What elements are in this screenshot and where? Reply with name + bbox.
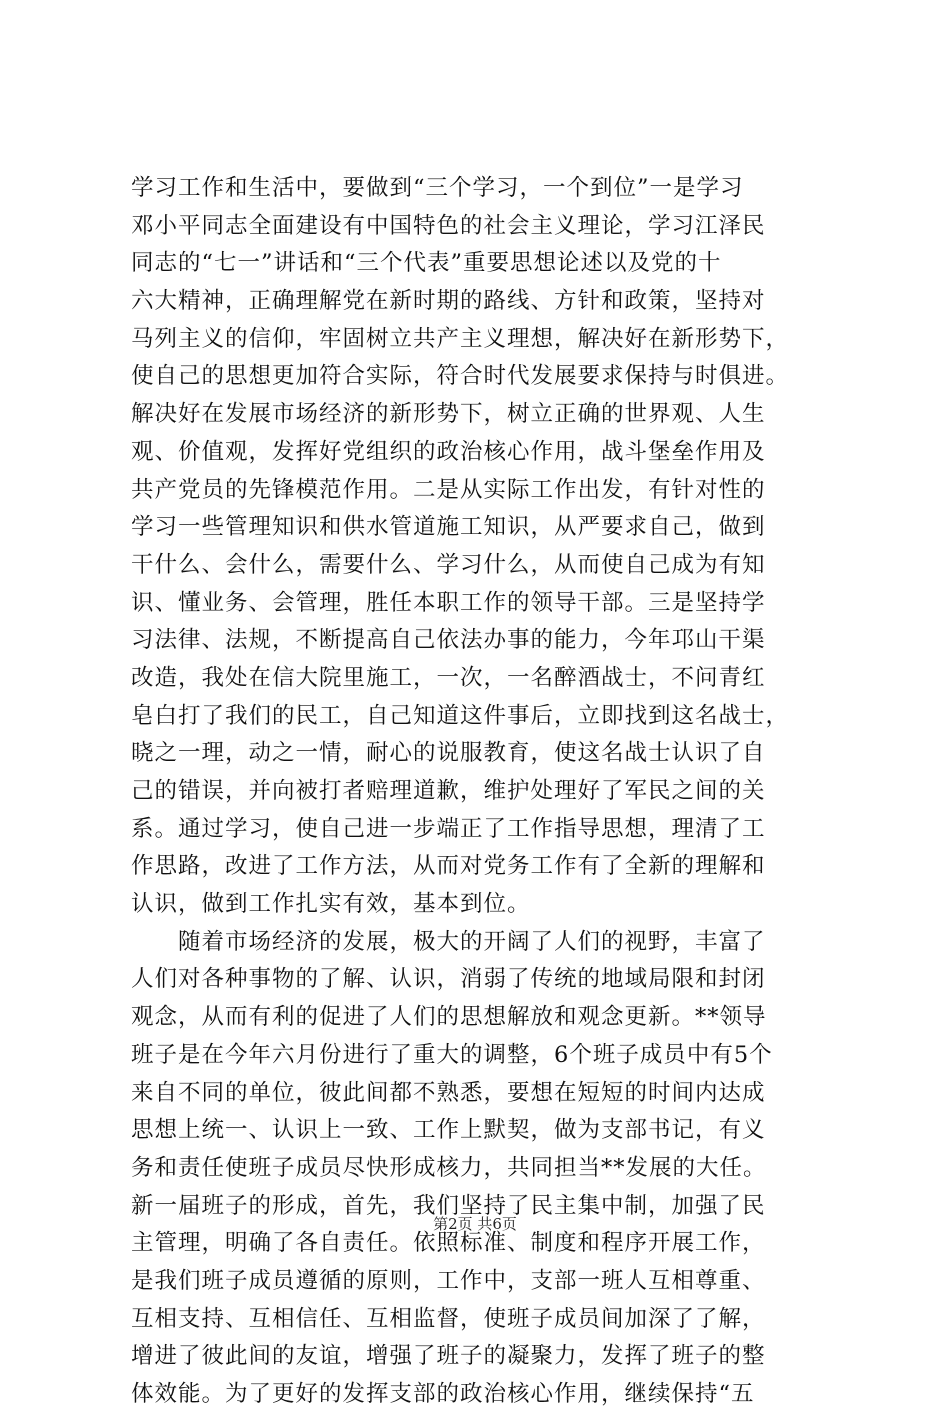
text-line: 学习工作和生活中，要做到“三个学习，一个到位”一是学习: [131, 175, 744, 201]
text-line: 新一届班子的形成，首先，我们坚持了民主集中制，加强了民: [131, 1192, 766, 1219]
page-footer: 第2页 共6页: [433, 1215, 517, 1233]
paragraph-start-line: 随着市场经济的发展，极大的开阔了人们的视野，丰富了: [131, 928, 766, 955]
text-line: 主管理，明确了各自责任。依照标准、制度和程序开展工作，: [131, 1230, 766, 1257]
text-line: 增进了彼此间的友谊，增强了班子的凝聚力，发挥了班子的整: [131, 1343, 766, 1370]
text-line: 六大精神，正确理解党在新时期的路线、方针和政策，坚持对: [131, 288, 766, 315]
text-line: 人们对各种事物的了解、认识，消弱了传统的地域局限和封闭: [131, 966, 766, 993]
text-line: 观、价值观，发挥好党组织的政治核心作用，战斗堡垒作用及: [131, 438, 766, 465]
text-line: 皂白打了我们的民工，自己知道这件事后，立即找到这名战士，: [131, 702, 790, 729]
text-line: 干什么、会什么，需要什么、学习什么，从而使自己成为有知: [131, 551, 766, 578]
text-line: 体效能。为了更好的发挥支部的政治核心作用，继续保持“五: [131, 1381, 755, 1407]
text-line: 观念，从而有利的促进了人们的思想解放和观念更新。**领导: [131, 1004, 767, 1031]
text-line: 来自不同的单位，彼此间都不熟悉，要想在短短的时间内达成: [131, 1079, 766, 1106]
text-line: 班子是在今年六月份进行了重大的调整，6个班子成员中有5个: [131, 1041, 773, 1068]
text-line: 共产党员的先锋模范作用。二是从实际工作出发，有针对性的: [131, 476, 766, 503]
text-line: 邓小平同志全面建设有中国特色的社会主义理论，学习江泽民: [131, 212, 766, 239]
text-line: 学习一些管理知识和供水管道施工知识，从严要求自己，做到: [131, 514, 766, 541]
text-line: 作思路，改进了工作方法，从而对党务工作有了全新的理解和: [131, 853, 766, 880]
text-line: 同志的“七一”讲话和“三个代表”重要思想论述以及党的十: [131, 250, 722, 277]
text-line: 务和责任使班子成员尽快形成核力，共同担当**发展的大任。: [131, 1154, 767, 1181]
text-line: 己的错误，并向被打者赔理道歉，维护处理好了军民之间的关: [131, 778, 766, 804]
text-line: 改造，我处在信大院里施工，一次，一名醉酒战士，不问青红: [131, 664, 766, 691]
text-line: 系。通过学习，使自己进一步端正了工作指导思想，理清了工: [131, 815, 766, 842]
text-line: 晓之一理，动之一情，耐心的说服教育，使这名战士认识了自: [131, 740, 766, 767]
text-line: 识、懂业务、会管理，胜任本职工作的领导干部。三是坚持学: [131, 589, 766, 616]
text-line: 互相支持、互相信任、互相监督，使班子成员间加深了了解，: [131, 1305, 766, 1332]
text-line: 使自己的思想更加符合实际，符合时代发展要求保持与时俱进。: [131, 363, 790, 390]
text-line: 认识，做到工作扎实有效，基本到位。: [131, 891, 531, 918]
text-line: 思想上统一、认识上一致、工作上默契，做为支部书记，有义: [131, 1117, 766, 1144]
text-line: 是我们班子成员遵循的原则，工作中，支部一班人互相尊重、: [131, 1267, 766, 1294]
text-line: 马列主义的信仰，牢固树立共产主义理想，解决好在新形势下，: [131, 325, 790, 352]
text-line: 解决好在发展市场经济的新形势下，树立正确的世界观、人生: [131, 401, 766, 428]
text-line: 习法律、法规，不断提高自己依法办事的能力，今年邛山干渠: [131, 627, 766, 654]
